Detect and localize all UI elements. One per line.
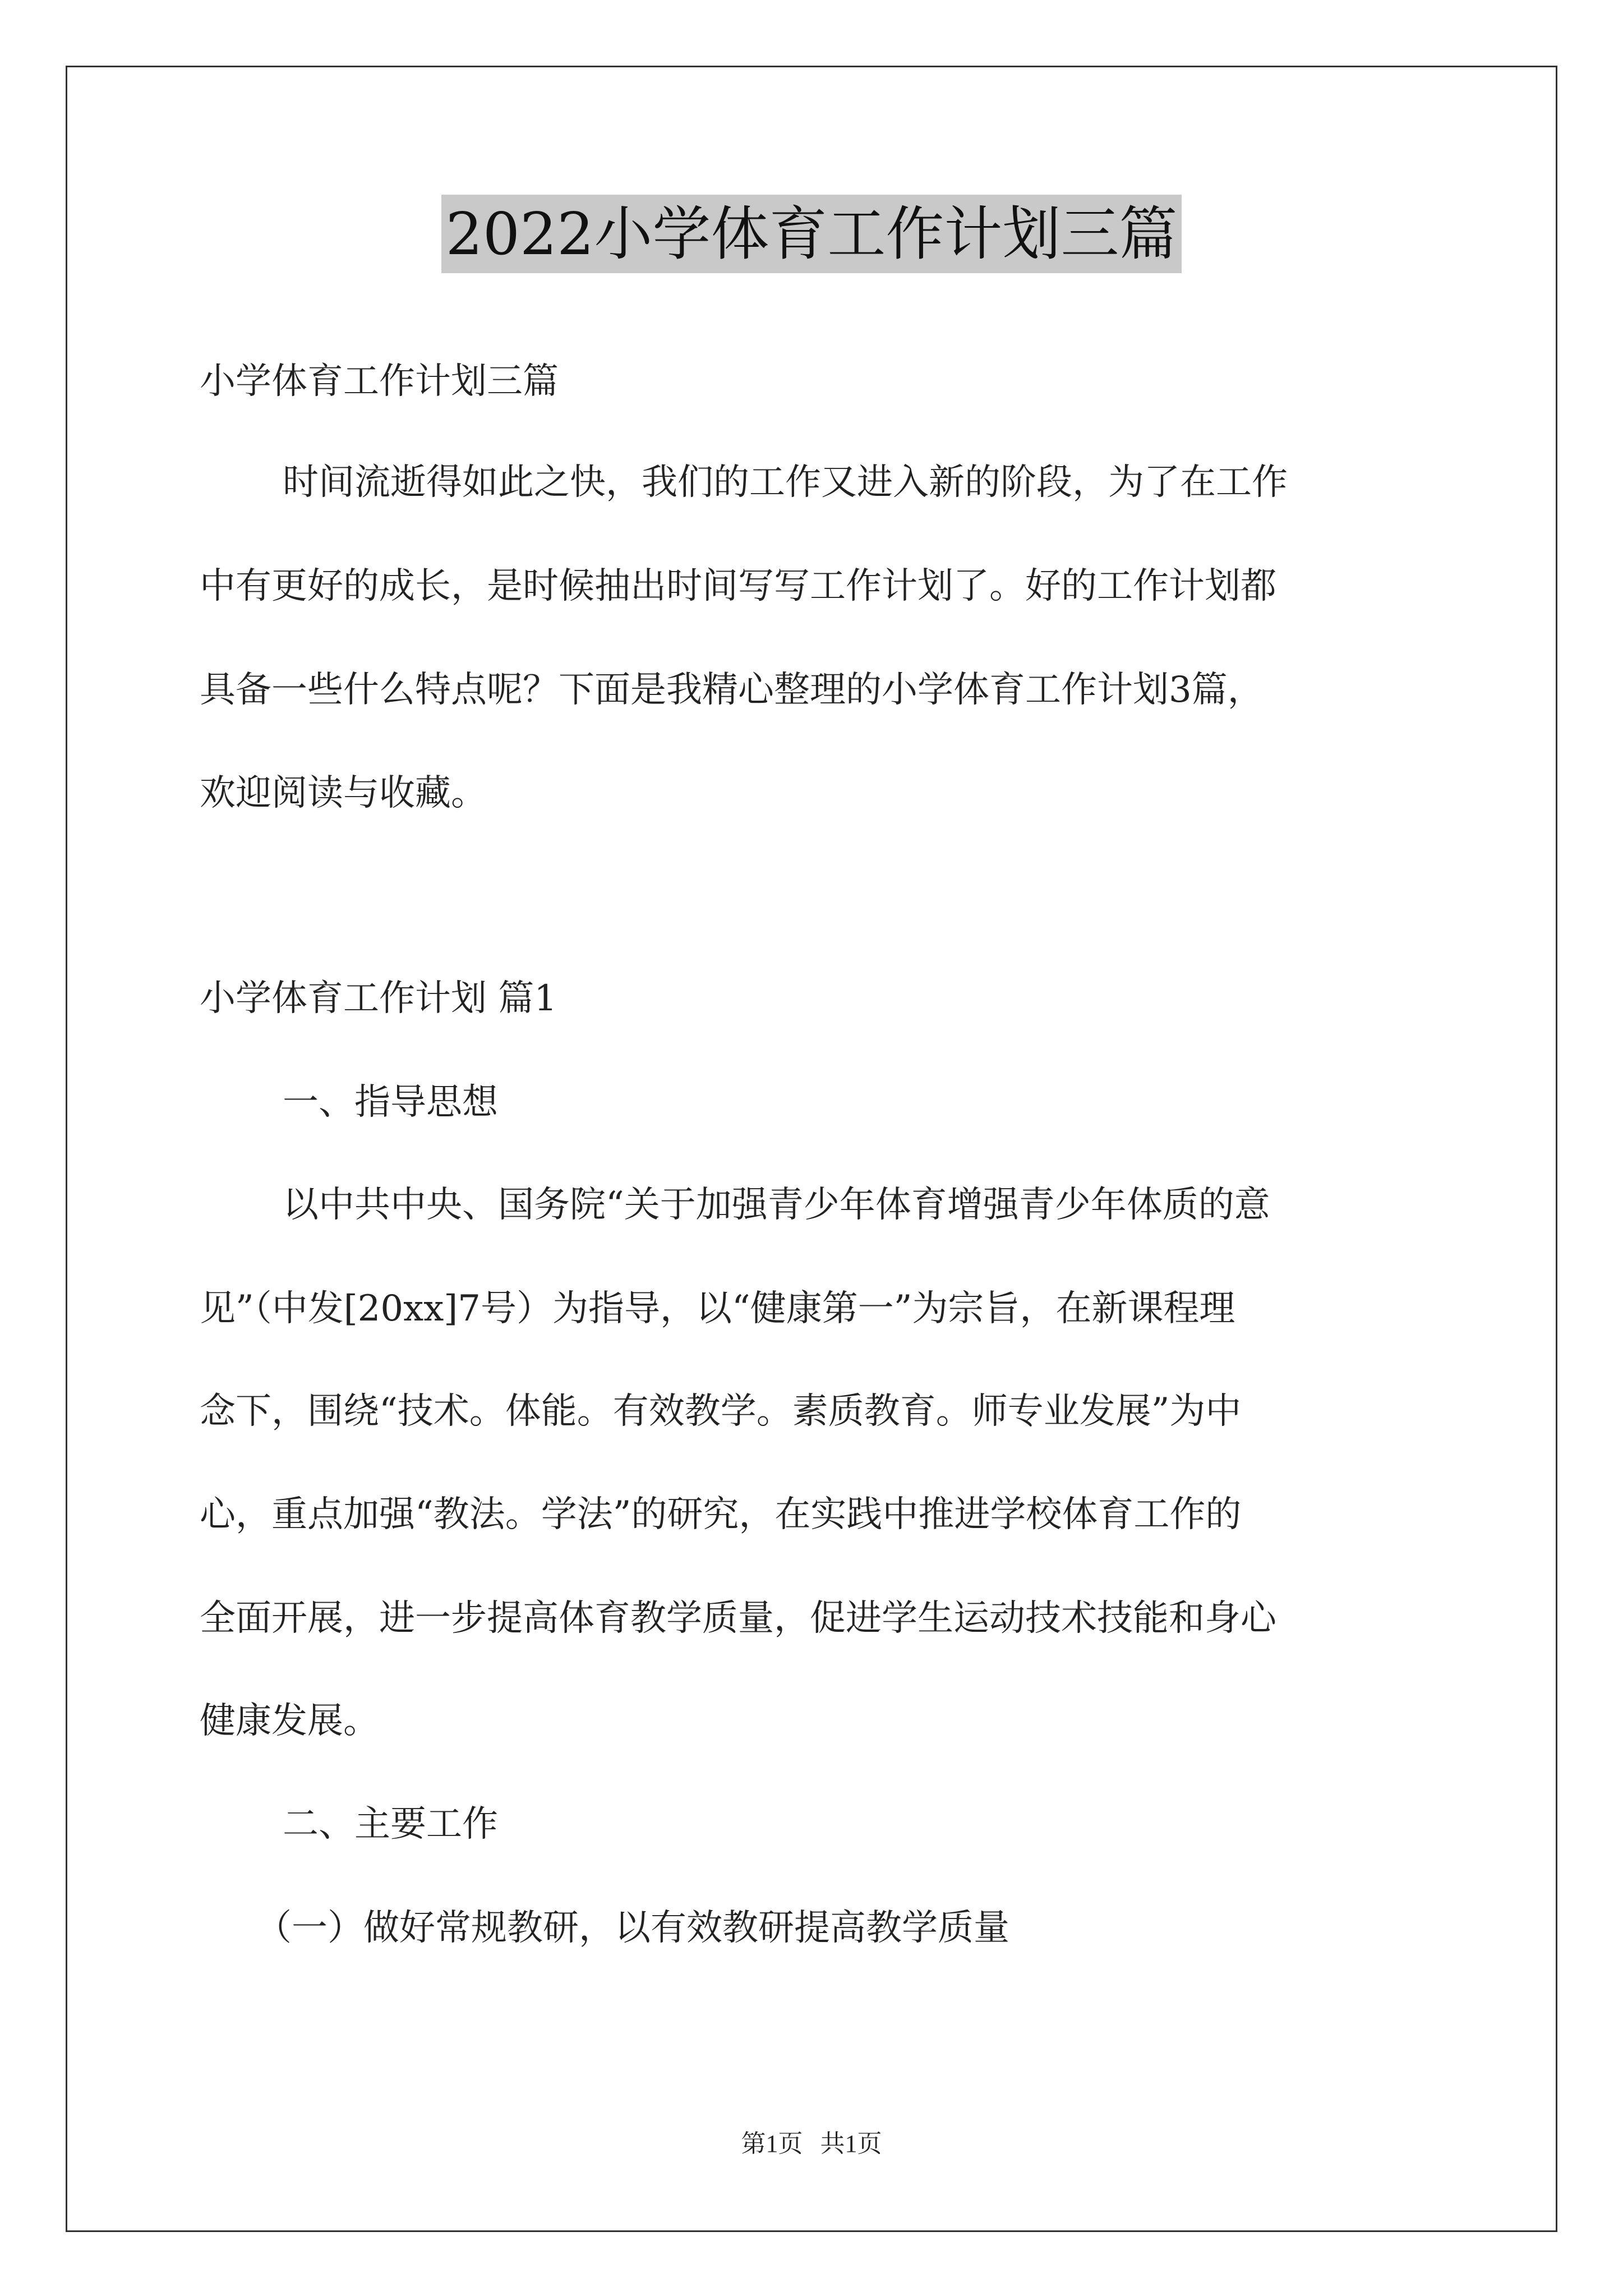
- intro-line-1: 时间流逝得如此之快，我们的工作又进入新的阶段，为了在工作: [283, 462, 1288, 503]
- subtitle: 小学体育工作计划三篇: [200, 361, 559, 402]
- page-total: 共1页: [820, 2130, 882, 2157]
- body-line-2: 见”（中发[20xx]7号）为指导，以“健康第一”为宗旨，在新课程理: [200, 1288, 1235, 1329]
- heading-main-work: 二、主要工作: [283, 1803, 498, 1845]
- intro-line-2: 中有更好的成长，是时候抽出时间写写工作计划了。好的工作计划都: [200, 565, 1276, 607]
- heading-subsection-1: （一）做好常规教研，以有效教研提高教学质量: [256, 1907, 1009, 1949]
- body-line-6: 健康发展。: [200, 1700, 379, 1742]
- body-line-5: 全面开展，进一步提高体育教学质量，促进学生运动技术技能和身心: [200, 1598, 1276, 1639]
- title-container: [0, 195, 1623, 273]
- section-heading: 小学体育工作计划 篇1: [200, 978, 557, 1019]
- body-line-3: 念下，围绕“技术。体能。有效教学。素质教育。师专业发展”为中: [200, 1391, 1242, 1432]
- intro-line-3: 具备一些什么特点呢？下面是我精心整理的小学体育工作计划3篇，: [200, 669, 1264, 711]
- intro-line-4: 欢迎阅读与收藏。: [200, 772, 487, 814]
- heading-guiding-thought: 一、指导思想: [283, 1082, 498, 1123]
- body-line-1: 以中共中央、国务院“关于加强青少年体育增强青少年体质的意: [283, 1184, 1270, 1226]
- body-line-4: 心，重点加强“教法。学法”的研究，在实践中推进学校体育工作的: [200, 1494, 1242, 1535]
- page-footer: [0, 2123, 1623, 2159]
- page-number: 第1页: [741, 2130, 803, 2157]
- document-title: 2022小学体育工作计划三篇: [441, 195, 1182, 273]
